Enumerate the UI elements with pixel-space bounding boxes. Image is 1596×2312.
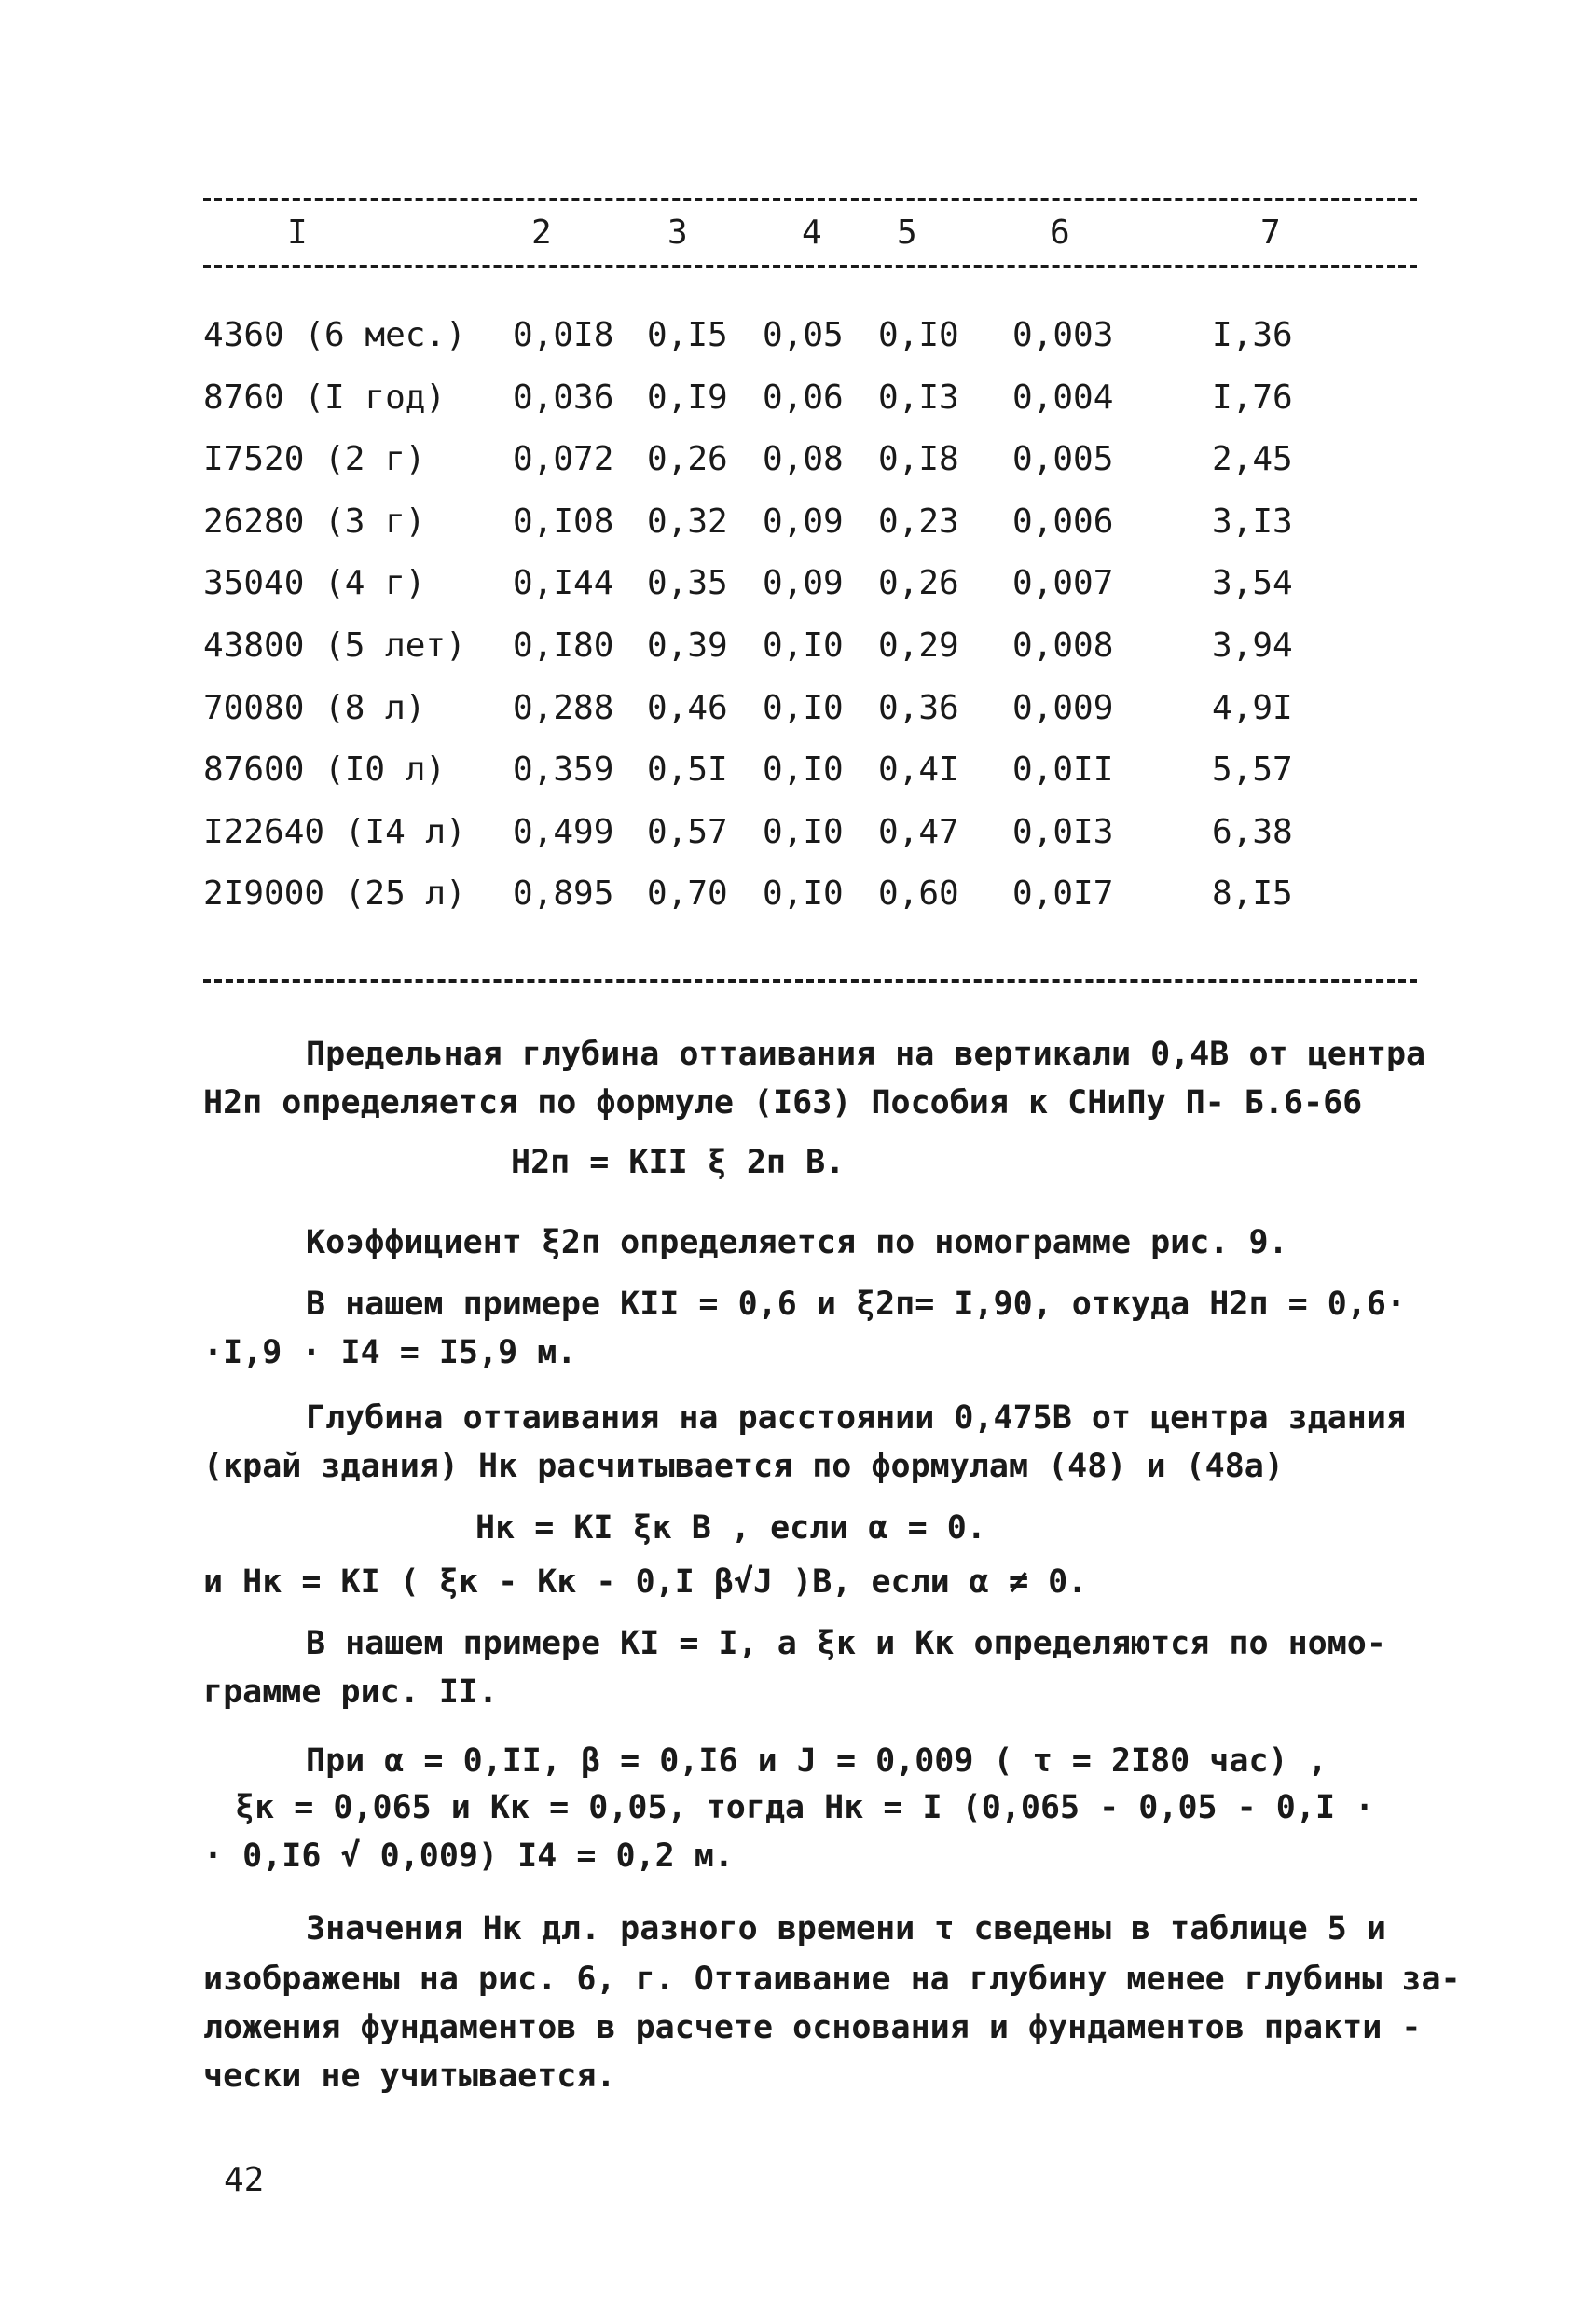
table-cell-col-1: 43800 (5 лет) xyxy=(203,626,466,665)
table-cell-col-7: 4,9I xyxy=(1212,689,1293,727)
table-cell-col-2: 0,I44 xyxy=(513,564,614,602)
header-col-2: 2 xyxy=(531,213,552,252)
table-cell-col-3: 0,35 xyxy=(647,564,728,602)
table-cell-col-7: 8,I5 xyxy=(1212,874,1293,913)
table-cell-col-7: 3,I3 xyxy=(1212,502,1293,541)
table-cell-col-1: 26280 (3 г) xyxy=(203,502,426,541)
header-col-3: 3 xyxy=(667,213,688,252)
para-6-line-2: ξк = 0,065 и Кк = 0,05, тогда Нк = I (0,065 - 0,05 - 0,I · xyxy=(235,1789,1375,1826)
table-cell-col-6: 0,004 xyxy=(1012,378,1114,417)
table-cell-col-7: I,36 xyxy=(1212,316,1293,354)
table-cell-col-4: 0,I0 xyxy=(763,874,844,913)
table-cell-col-5: 0,36 xyxy=(878,689,959,727)
table-row xyxy=(0,618,1596,674)
table-cell-col-6: 0,0I7 xyxy=(1012,874,1114,913)
table-cell-col-5: 0,I8 xyxy=(878,440,959,478)
para-7-line-3: ложения фундаментов в расчете основания и фундаментов практи - xyxy=(203,2009,1422,2046)
table-row xyxy=(0,742,1596,798)
table-cell-col-7: I,76 xyxy=(1212,378,1293,417)
header-col-1: I xyxy=(287,213,308,252)
formula-hk-2: и Нк = КI ( ξк - Кк - 0,I β√J )В, если α ≠ 0. xyxy=(203,1563,1088,1601)
table-cell-col-4: 0,I0 xyxy=(763,626,844,665)
table-cell-col-3: 0,26 xyxy=(647,440,728,478)
table-cell-col-1: 70080 (8 л) xyxy=(203,689,426,727)
table-row xyxy=(0,681,1596,736)
para-1-line-1: Предельная глубина оттаивания на вертикали 0,4В от центра xyxy=(306,1036,1426,1073)
table-cell-col-5: 0,I0 xyxy=(878,316,959,354)
table-top-rule xyxy=(203,198,1417,201)
header-col-7: 7 xyxy=(1260,213,1281,252)
para-7-line-4: чески не учитывается. xyxy=(203,2057,616,2095)
table-cell-col-6: 0,009 xyxy=(1012,689,1114,727)
table-cell-col-2: 0,895 xyxy=(513,874,614,913)
para-3-line-2: ·I,9 · I4 = I5,9 м. xyxy=(203,1334,577,1371)
table-cell-col-5: 0,60 xyxy=(878,874,959,913)
para-3-line-1: В нашем примере КII = 0,6 и ξ2п= I,90, откуда Н2п = 0,6· xyxy=(306,1286,1407,1323)
table-cell-col-4: 0,I0 xyxy=(763,813,844,851)
table-cell-col-2: 0,359 xyxy=(513,750,614,789)
table-cell-col-2: 0,036 xyxy=(513,378,614,417)
table-cell-col-2: 0,499 xyxy=(513,813,614,851)
table-row xyxy=(0,494,1596,550)
table-cell-col-7: 6,38 xyxy=(1212,813,1293,851)
table-cell-col-1: I22640 (I4 л) xyxy=(203,813,466,851)
table-cell-col-3: 0,39 xyxy=(647,626,728,665)
table-cell-col-6: 0,003 xyxy=(1012,316,1114,354)
table-cell-col-2: 0,0I8 xyxy=(513,316,614,354)
para-6-line-1: При α = 0,II, β = 0,I6 и J = 0,009 ( τ = 2I80 час) , xyxy=(306,1742,1328,1780)
table-cell-col-3: 0,32 xyxy=(647,502,728,541)
formula-h2p: Н2п = КII ξ 2п В. xyxy=(511,1144,846,1181)
para-6-line-3: · 0,I6 √ 0,009) I4 = 0,2 м. xyxy=(203,1837,734,1875)
page-number: 42 xyxy=(224,2161,265,2199)
table-cell-col-3: 0,57 xyxy=(647,813,728,851)
table-cell-col-6: 0,0II xyxy=(1012,750,1114,789)
para-4-line-2: (край здания) Нк расчитывается по формулам (48) и (48а) xyxy=(203,1448,1284,1485)
para-5-line-2: грамме рис. II. xyxy=(203,1673,499,1711)
table-cell-col-1: 35040 (4 г) xyxy=(203,564,426,602)
table-cell-col-4: 0,09 xyxy=(763,502,844,541)
table-cell-col-6: 0,0I3 xyxy=(1012,813,1114,851)
table-cell-col-6: 0,005 xyxy=(1012,440,1114,478)
table-row xyxy=(0,556,1596,612)
table-cell-col-4: 0,08 xyxy=(763,440,844,478)
para-5-line-1: В нашем примере КI = I, а ξк и Кк определяются по номо- xyxy=(306,1625,1386,1662)
table-cell-col-1: 4360 (6 мес.) xyxy=(203,316,466,354)
table-cell-col-3: 0,70 xyxy=(647,874,728,913)
para-1-line-2: Н2п определяется по формуле (I63) Пособия к СНиПу П- Б.6-66 xyxy=(203,1084,1363,1122)
para-7-line-1: Значения Нк дл. разного времени τ сведены в таблице 5 и xyxy=(306,1910,1386,1947)
table-cell-col-2: 0,288 xyxy=(513,689,614,727)
table-header-rule xyxy=(203,265,1417,268)
header-col-5: 5 xyxy=(897,213,917,252)
para-4-line-1: Глубина оттаивания на расстоянии 0,475В от центра здания xyxy=(306,1399,1407,1437)
table-cell-col-6: 0,008 xyxy=(1012,626,1114,665)
table-cell-col-7: 3,94 xyxy=(1212,626,1293,665)
table-bottom-rule xyxy=(203,979,1417,983)
table-cell-col-5: 0,26 xyxy=(878,564,959,602)
table-cell-col-3: 0,5I xyxy=(647,750,728,789)
para-7-line-2: изображены на рис. 6, г. Оттаивание на глубину менее глубины за- xyxy=(203,1961,1461,1998)
table-cell-col-4: 0,I0 xyxy=(763,750,844,789)
table-row xyxy=(0,805,1596,860)
table-row xyxy=(0,308,1596,364)
table-cell-col-5: 0,23 xyxy=(878,502,959,541)
table-cell-col-5: 0,29 xyxy=(878,626,959,665)
table-cell-col-1: 8760 (I год) xyxy=(203,378,447,417)
table-cell-col-7: 2,45 xyxy=(1212,440,1293,478)
para-2: Коэффициент ξ2п определяется по номограмме рис. 9. xyxy=(306,1224,1288,1261)
table-cell-col-7: 5,57 xyxy=(1212,750,1293,789)
table-cell-col-2: 0,I80 xyxy=(513,626,614,665)
table-row xyxy=(0,432,1596,488)
table-cell-col-4: 0,I0 xyxy=(763,689,844,727)
table-cell-col-1: I7520 (2 г) xyxy=(203,440,426,478)
table-cell-col-1: 2I9000 (25 л) xyxy=(203,874,466,913)
table-header xyxy=(0,205,1596,261)
header-col-4: 4 xyxy=(802,213,822,252)
table-cell-col-4: 0,09 xyxy=(763,564,844,602)
table-cell-col-6: 0,007 xyxy=(1012,564,1114,602)
table-cell-col-7: 3,54 xyxy=(1212,564,1293,602)
table-cell-col-5: 0,4I xyxy=(878,750,959,789)
table-cell-col-5: 0,47 xyxy=(878,813,959,851)
table-cell-col-1: 87600 (I0 л) xyxy=(203,750,447,789)
table-cell-col-5: 0,I3 xyxy=(878,378,959,417)
table-cell-col-3: 0,I5 xyxy=(647,316,728,354)
header-col-6: 6 xyxy=(1050,213,1070,252)
table-row xyxy=(0,370,1596,426)
table-cell-col-4: 0,05 xyxy=(763,316,844,354)
formula-hk-1: Нк = КI ξк В , если α = 0. xyxy=(475,1509,986,1547)
table-cell-col-6: 0,006 xyxy=(1012,502,1114,541)
table-cell-col-2: 0,072 xyxy=(513,440,614,478)
table-cell-col-3: 0,46 xyxy=(647,689,728,727)
table-row xyxy=(0,866,1596,922)
table-cell-col-2: 0,I08 xyxy=(513,502,614,541)
table-cell-col-3: 0,I9 xyxy=(647,378,728,417)
table-cell-col-4: 0,06 xyxy=(763,378,844,417)
